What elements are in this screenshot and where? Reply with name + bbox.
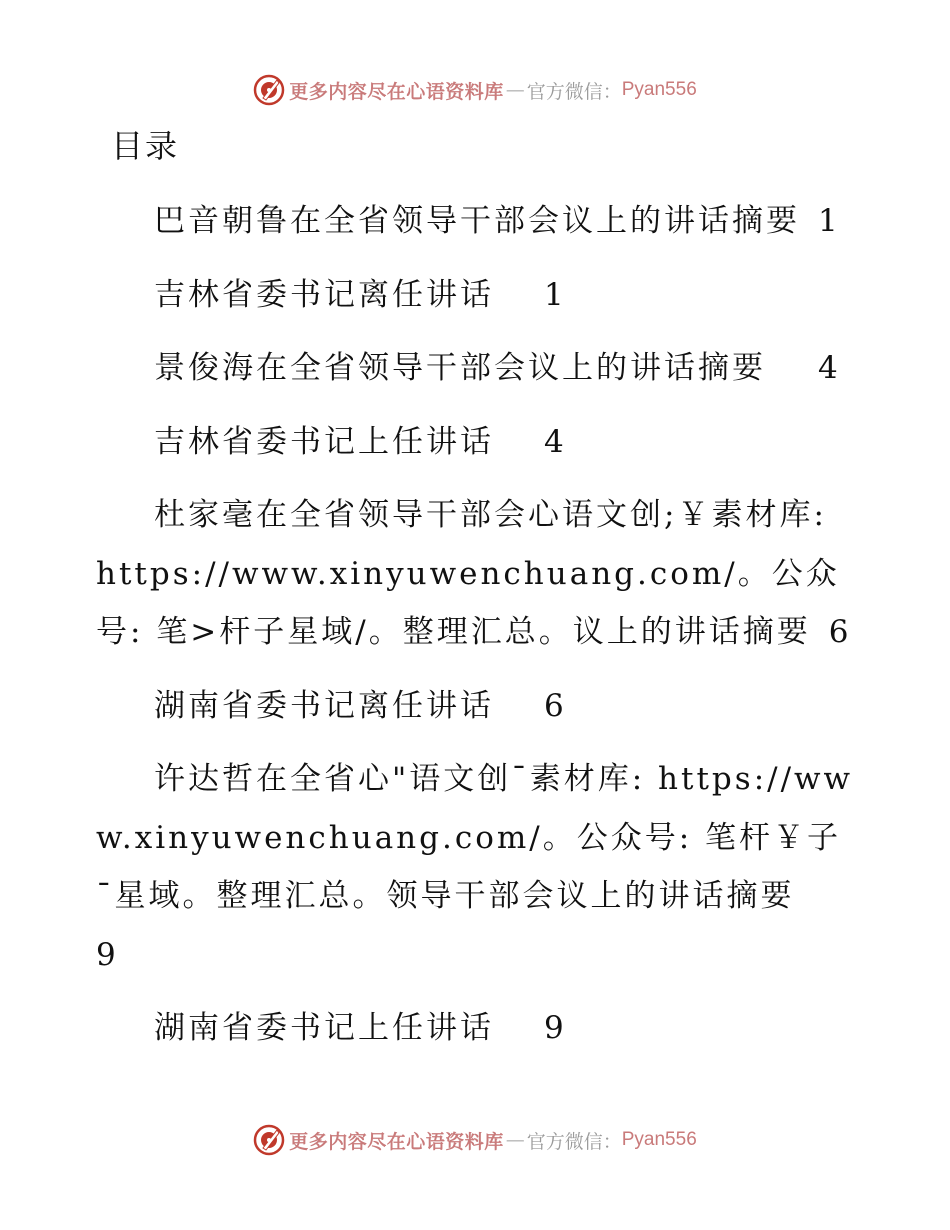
toc-entry-text: 杜家毫在全省领导干部会心语文创;￥素材库: https://www.xinyuwenchuang.com/。公众号: 笔>杆子星域/。整理汇总。议上的讲话摘要 (96, 497, 840, 650)
toc-entry-text: 许达哲在全省心"语文创¯素材库: https://www.xinyuwenchuang.com/。公众号: 笔杆￥子¯星域。整理汇总。领导干部会议上的讲话摘要 (96, 761, 854, 914)
watermark-official-label: 官方微信： (526, 80, 622, 103)
toc-entry-page: 4 (818, 350, 841, 386)
toc-entry-text: 湖南省委书记离任讲话 (154, 687, 494, 724)
quill-logo-icon (253, 74, 285, 106)
toc-entry-page: 4 (544, 423, 567, 460)
toc-entry-text: 吉林省委书记上任讲话 (154, 423, 494, 460)
toc-entry (96, 192, 856, 251)
toc-entry-text: 巴音朝鲁在全省领导干部会议上的讲话摘要 (154, 203, 800, 239)
toc-entry-page: 1 (818, 203, 841, 239)
toc-entry (96, 750, 856, 984)
toc-entry-text: 吉林省委书记离任讲话 (154, 276, 494, 313)
watermark-dash: — (505, 1129, 525, 1151)
watermark-site-name: 更多内容尽在心语资料库 (289, 1130, 504, 1153)
toc-entry (96, 413, 856, 472)
footer-watermark (0, 1122, 950, 1158)
toc-entry (96, 486, 856, 662)
watermark-dash: — (505, 79, 525, 101)
toc-entry-page: 6 (544, 687, 567, 724)
quill-logo-icon (253, 1124, 285, 1156)
toc-title: 目录 (111, 127, 180, 165)
toc-entry-page: 1 (544, 276, 567, 313)
toc-entry (96, 339, 856, 398)
toc-entry-text: 景俊海在全省领导干部会议上的讲话摘要 (154, 350, 766, 386)
toc-entry-page: 9 (544, 1010, 567, 1046)
watermark-site-name: 更多内容尽在心语资料库 (289, 80, 504, 103)
toc-entry (96, 677, 856, 736)
toc-entry-page: 6 (828, 614, 852, 650)
header-watermark (0, 72, 950, 108)
toc-entry (96, 999, 856, 1058)
toc-entry-page: 9 (96, 936, 119, 973)
toc-entry-text: 湖南省委书记上任讲话 (154, 1010, 494, 1046)
toc-entry (96, 266, 856, 325)
watermark-wechat-id: Pyan556 (621, 1129, 697, 1150)
watermark-official-label: 官方微信： (526, 1130, 622, 1153)
watermark-wechat-id: Pyan556 (621, 79, 697, 100)
table-of-contents (96, 192, 856, 1058)
